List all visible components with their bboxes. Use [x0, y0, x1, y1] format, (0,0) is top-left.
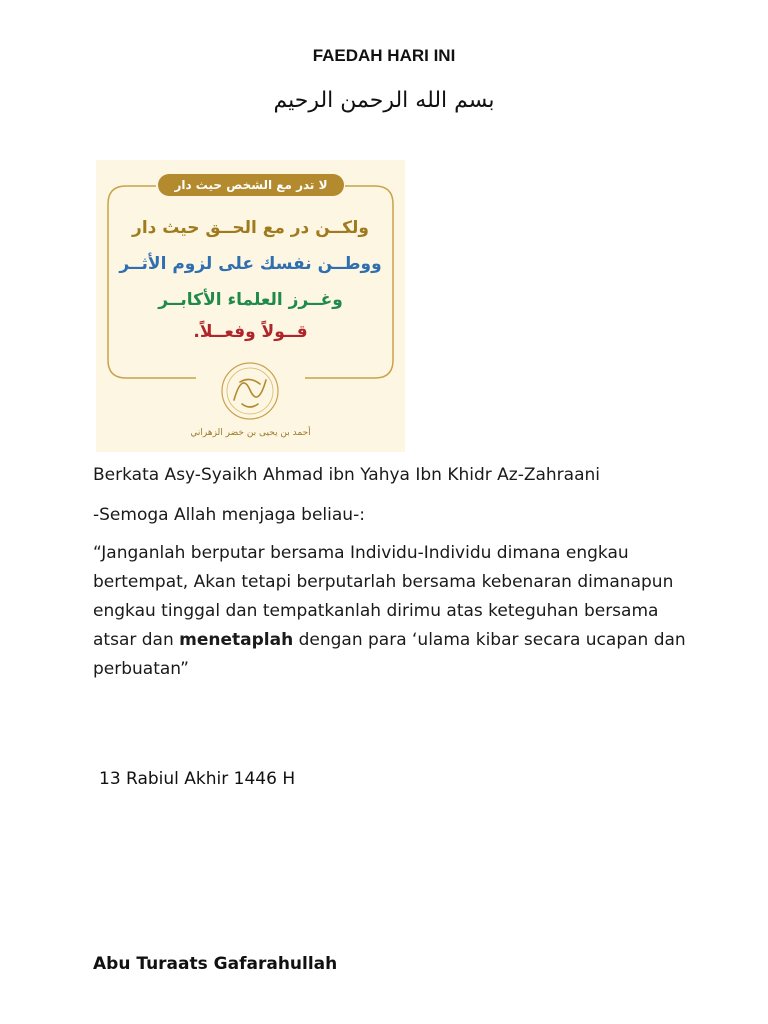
quote-paragraph — [93, 539, 693, 684]
verse-line-3: وغــرز العلماء الأكابــر — [158, 290, 343, 310]
verse-line-1: ولكــن در مع الحــق حيث دار — [132, 218, 369, 238]
verse-line-4: قــولاً وفعــلاً. — [193, 322, 308, 342]
calligraphy-seal-icon — [212, 360, 288, 422]
prayer-text: -Semoga Allah menjaga beliau-: — [93, 505, 365, 525]
quote-bold-word: menetaplah — [179, 630, 294, 650]
basmala-heading: بسم الله الرحمن الرحيم — [273, 88, 495, 113]
card-header: لا تدر مع الشخص حيث دار — [158, 174, 344, 196]
page-title: FAEDAH HARI INI — [312, 46, 456, 65]
attribution-text: Berkata Asy-Syaikh Ahmad ibn Yahya Ibn Khidr Az-Zahraani — [93, 465, 601, 485]
frame-right-bracket — [305, 186, 393, 378]
card-author: أحمد بن يحيى بن خضر الزهراني — [190, 428, 311, 438]
verse-line-2: ووطــن نفسك على لزوم الأثــر — [119, 254, 382, 274]
quote-image-card — [96, 160, 405, 452]
quote-part-1: “Janganlah berputar bersama Individu-Individu dimana engkau bertempat, Akan tetapi berputarlah bersama kebenaran dimanapun engkau tinggal dan tempatkanlah dirimu atas keteguhan bersama atsar dan — [93, 543, 674, 650]
date-text: 13 Rabiul Akhir 1446 H — [99, 769, 296, 789]
frame-left-bracket — [108, 186, 196, 378]
signature-text: Abu Turaats Gafarahullah — [93, 954, 338, 974]
quote-part-2: dengan para ‘ulama kibar secara ucapan dan perbuatan” — [93, 630, 686, 679]
